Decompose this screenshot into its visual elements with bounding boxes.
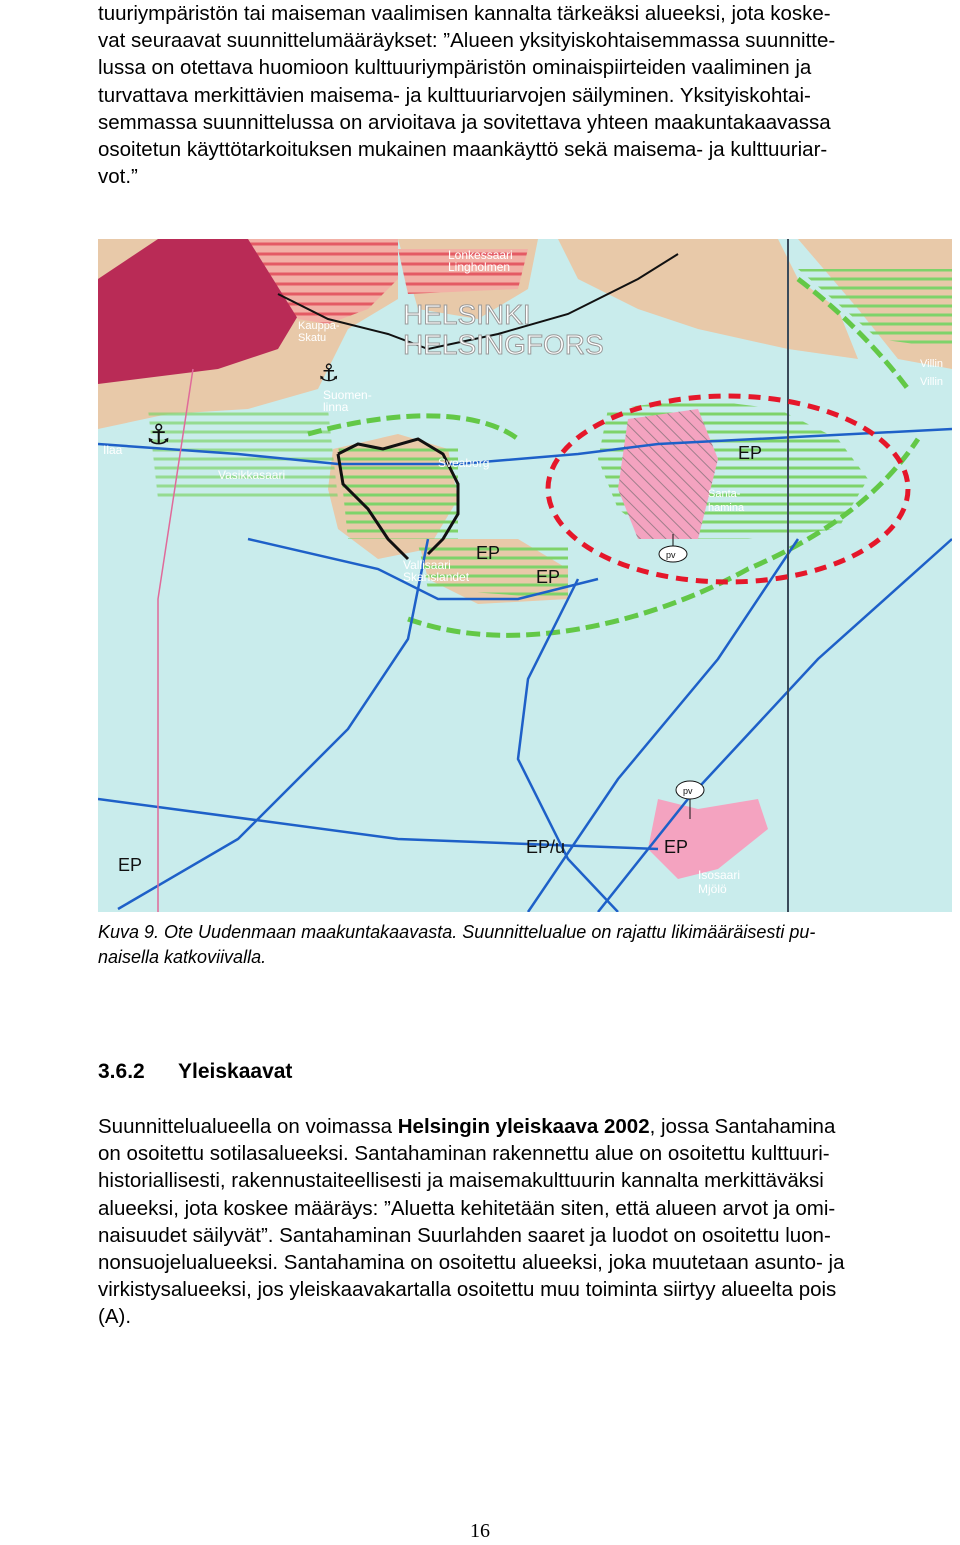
- body-line: virkistysalueeksi, jos yleiskaavakartalla osoitettu muu toiminta siirtyy alueelta pois: [98, 1278, 837, 1302]
- caption-line: Kuva 9. Ote Uudenmaan maakuntakaavasta. Suunnittelualue on rajattu likimääräisesti pu-: [98, 922, 816, 942]
- map-label-ep: EP/u: [526, 837, 566, 857]
- map-label-place: Ilaa: [103, 443, 123, 457]
- map-label-place: Vallisaari: [403, 558, 451, 572]
- map-label-place: Lonkessaari: [448, 248, 513, 262]
- body-line: alueeksi, jota koskee määräys: ”Aluetta kehitetään siten, että alueen arvot ja omi-: [98, 1196, 836, 1220]
- map-label-place: hamina: [708, 502, 745, 514]
- intro-line: vot.”: [98, 165, 138, 189]
- intro-line: osoitetun käyttötarkoituksen mukainen maankäyttö sekä maisema- ja kulttuuriar-: [98, 138, 828, 162]
- map-label-ep: EP: [664, 837, 689, 857]
- map-label-place: Isosaari: [698, 868, 741, 882]
- body-text: , jossa Santahamina: [649, 1115, 836, 1138]
- map-label-place: Lingholmen: [448, 260, 511, 274]
- section-heading: [98, 1058, 292, 1086]
- map-label-ep: EP: [118, 855, 143, 875]
- map-label-place: linna: [323, 400, 349, 414]
- map-label-place: Kauppa-: [298, 320, 340, 332]
- section-number: 3.6.2: [98, 1060, 145, 1083]
- map-label-place: Villin: [920, 358, 944, 370]
- regional-plan-map: [98, 239, 952, 912]
- anchor-icon: ⚓: [146, 419, 172, 450]
- map-label-pv: pv: [666, 550, 676, 560]
- map-svg: [98, 239, 952, 912]
- map-label-helsinki: HELSINKI: [403, 299, 531, 330]
- map-label-place: Skanslandet: [403, 570, 470, 584]
- map-label-place: Vasikkasaari: [218, 468, 286, 482]
- anchor-icon: ⚓: [318, 360, 340, 387]
- body-line: naisuudet säilyvät”. Santahaminan Suurlahden saaret ja luodot on osoitettu luon-: [98, 1223, 831, 1247]
- body-line: on osoitettu sotilasalueeksi. Santahaminan rakennettu alue on osoitettu kulttuuri-: [98, 1142, 830, 1166]
- body-line: nonsuojelualueeksi. Santahamina on osoitettu alueeksi, joka muutetaan asunto- ja: [98, 1251, 845, 1275]
- section-title: Yleiskaavat: [178, 1060, 293, 1083]
- intro-line: lussa on otettava huomioon kulttuuriympäristön ominaispiirteiden vaaliminen ja: [98, 56, 812, 80]
- body-line: (A).: [98, 1305, 132, 1329]
- body-paragraph: [98, 1113, 958, 1331]
- intro-line: semmassa suunnittelussa on arvioitava ja sovitettava yhteen maakuntakaavassa: [98, 110, 831, 134]
- map-label-ep: EP: [536, 567, 561, 587]
- map-label-pv: pv: [683, 786, 693, 796]
- map-label-place: Suomen-: [323, 388, 372, 402]
- map-label-place: Sveaborg: [438, 456, 490, 470]
- intro-line: turvattava merkittävien maisema- ja kulttuuriarvojen säilyminen. Yksityiskohtai-: [98, 83, 811, 107]
- intro-line: tuuriympäristön tai maiseman vaalimisen kannalta tärkeäksi alueeksi, jota koske-: [98, 2, 831, 25]
- map-label-place: Villin: [920, 376, 944, 388]
- map-label-place: Skatu: [298, 332, 327, 344]
- body-text: Suunnittelualueella on voimassa: [98, 1115, 398, 1138]
- map-label-helsingfors: HELSINGFORS: [403, 329, 604, 360]
- page-number: 16: [470, 1520, 490, 1542]
- body-line: [98, 1113, 958, 1140]
- map-label-place: Mjölö: [698, 882, 727, 896]
- caption-line: naisella katkoviivalla.: [98, 947, 267, 967]
- figure-caption: [98, 920, 948, 970]
- intro-paragraph: [98, 0, 948, 190]
- intro-line: vat seuraavat suunnittelumääräykset: ”Alueen yksityiskohtaisemmassa suunnitte-: [98, 29, 836, 53]
- plan-name: Helsingin yleiskaava 2002: [397, 1115, 650, 1138]
- map-label-place: Santa-: [708, 488, 741, 500]
- map-label-ep: EP: [476, 543, 501, 563]
- map-label-ep: EP: [738, 443, 763, 463]
- body-line: historiallisesti, rakennustaiteellisesti ja maisemakulttuurin kannalta merkittäväksi: [98, 1169, 824, 1193]
